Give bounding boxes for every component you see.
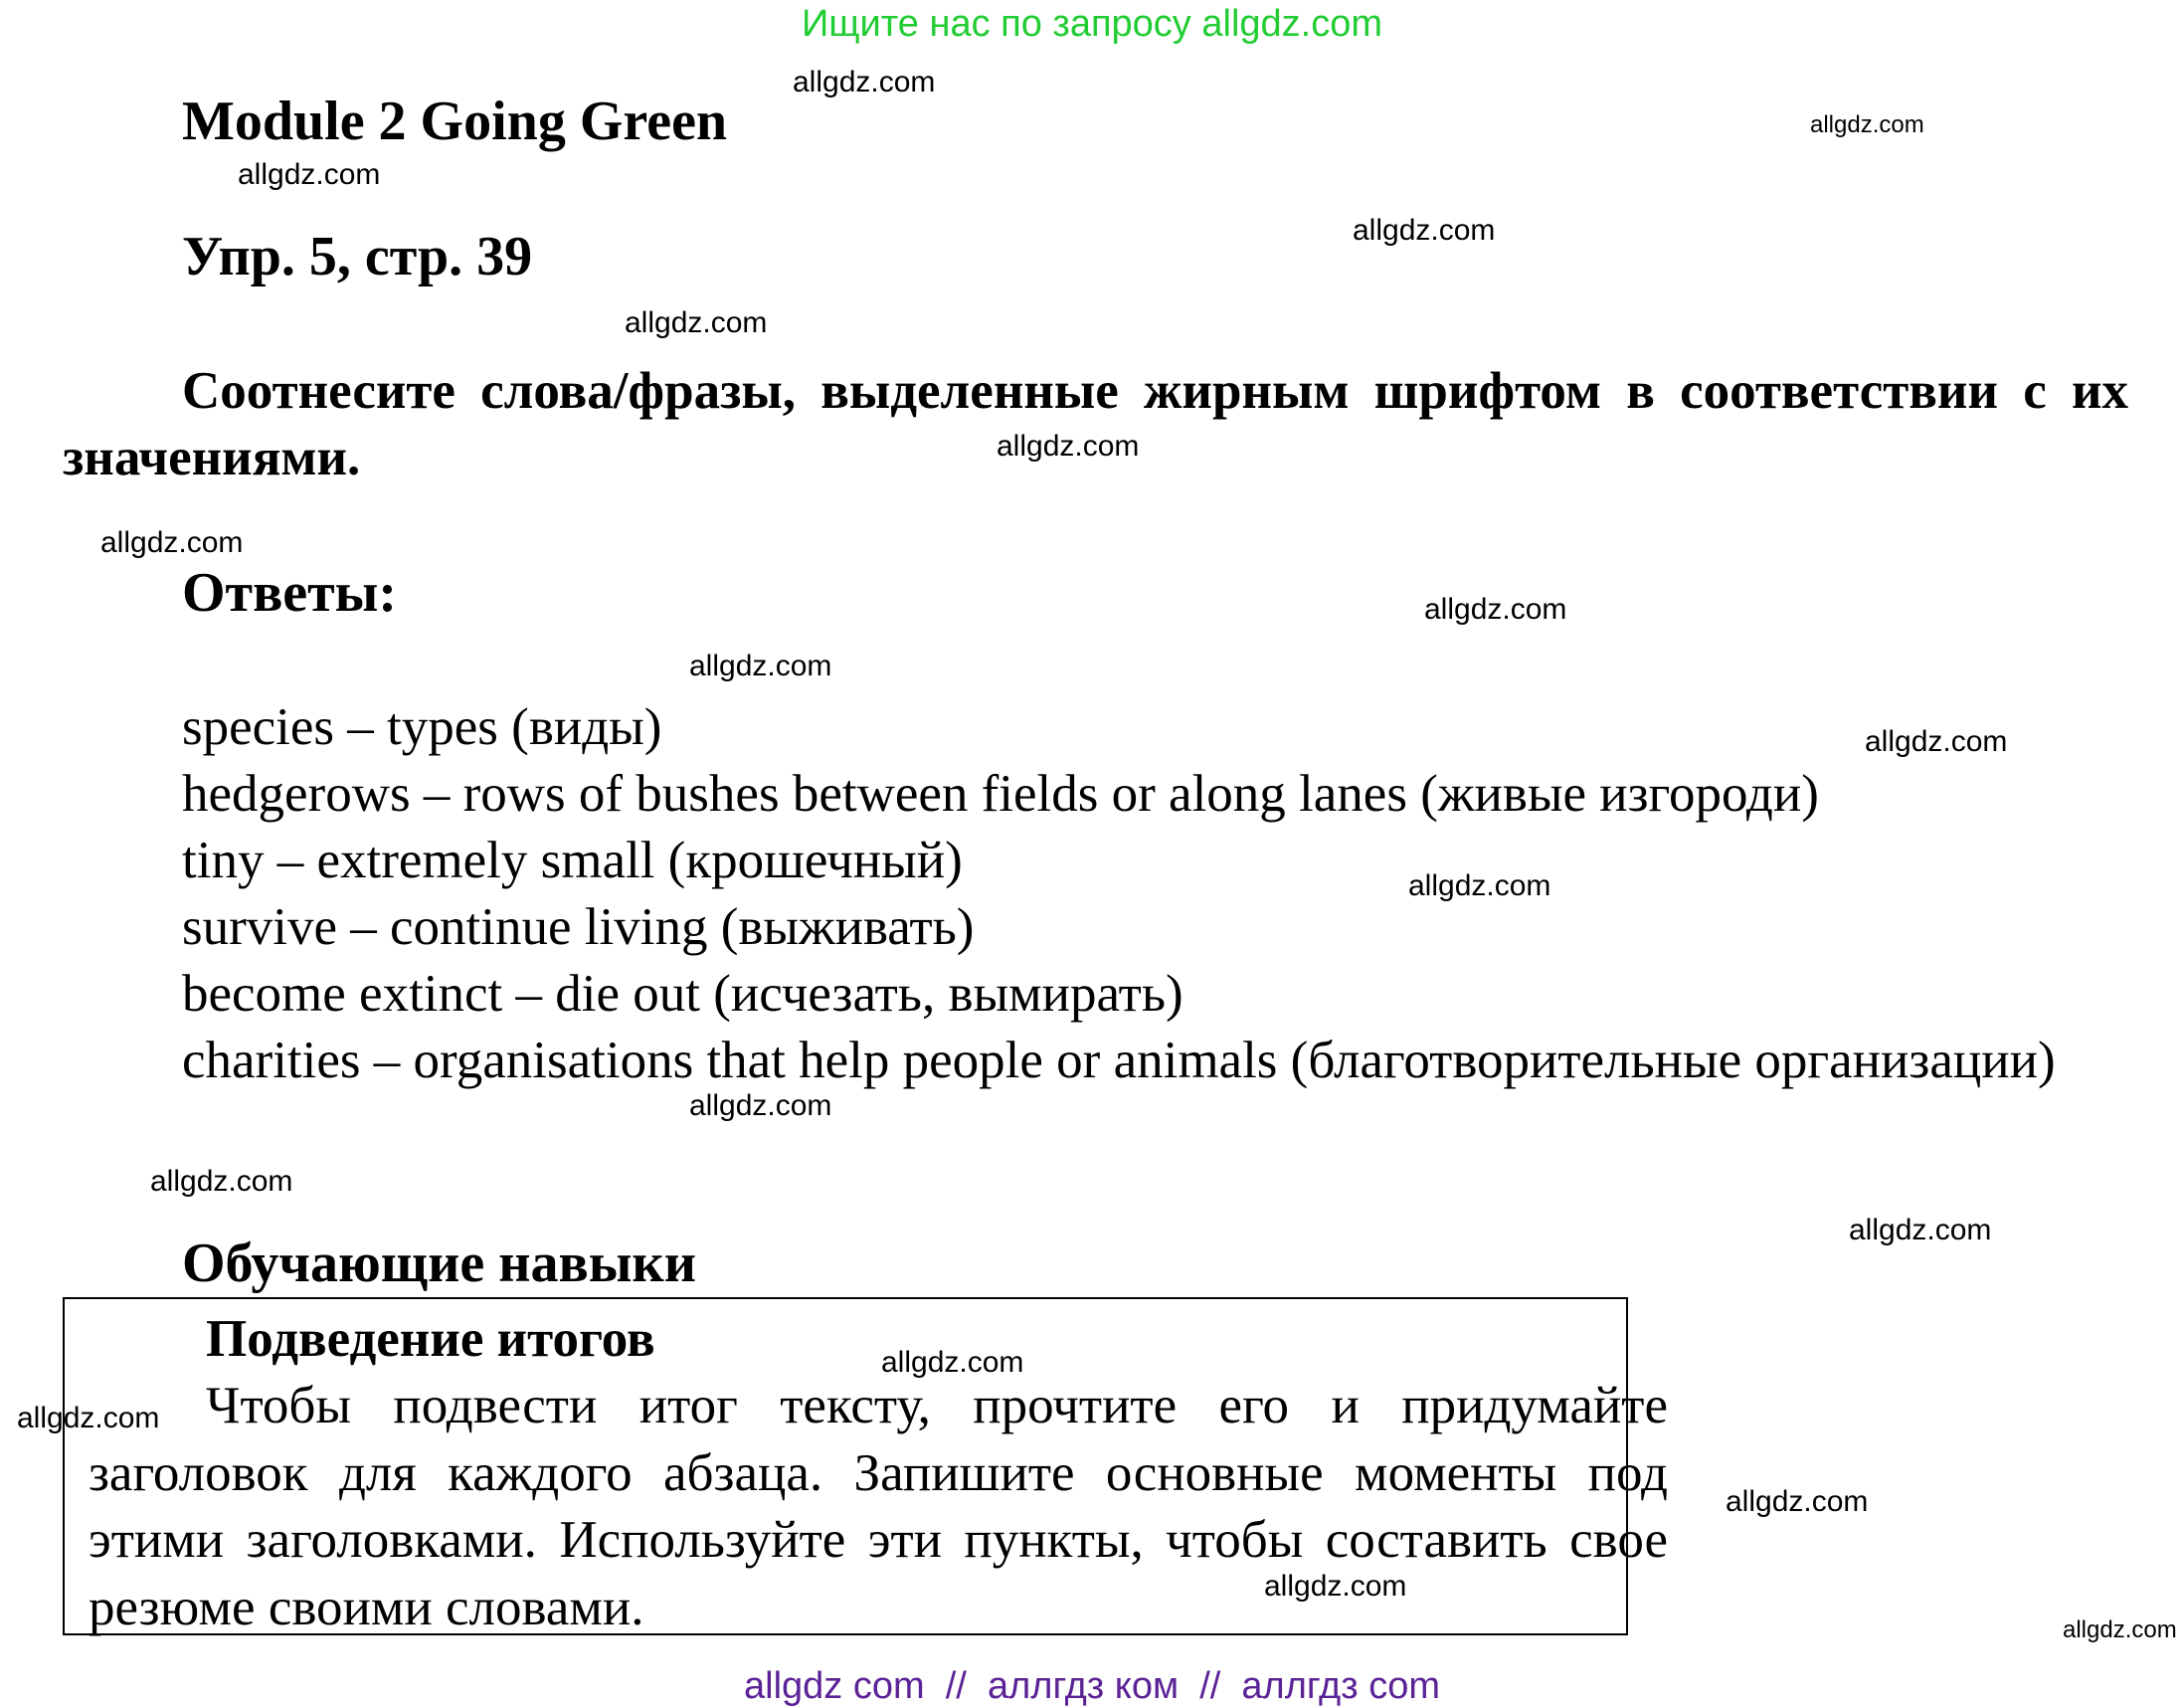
watermark: allgdz.com [2063,1616,2177,1643]
tip-box-heading: Подведение итогов [206,1310,655,1368]
watermark: allgdz.com [100,526,244,559]
watermark: allgdz.com [1810,111,1924,138]
watermark: allgdz.com [997,430,1140,463]
answers-list [63,694,2128,1028]
answers-heading: Ответы: [182,562,398,624]
tip-box-text: Чтобы подвести итог тексту, прочтите его и придумайте заголовок для каждого абзаца. Запишите основные моменты под этими заголовками. Используйте эти пункты, чтобы составить свое резюме своими словами. [89,1377,1668,1636]
watermark: allgdz.com [17,1402,160,1434]
module-title: Module 2 Going Green [182,91,728,152]
instruction-text: Соотнесите слова/фразы, выделенные жирным шрифтом в соответствии с их значениями. [63,362,2128,486]
watermark: allgdz.com [1726,1485,1869,1518]
watermark: allgdz.com [793,66,936,98]
watermark: allgdz.com [1353,214,1496,247]
watermark: allgdz.com [625,306,768,339]
watermark: allgdz.com [689,1089,832,1122]
watermark: allgdz.com [238,158,381,191]
watermark: allgdz.com [689,650,832,682]
watermark: allgdz.com [1424,593,1567,626]
answer-item: become extinct – die out (исчезать, вымирать) [182,965,1183,1023]
skills-heading: Обучающие навыки [182,1233,696,1294]
answer-item: tiny – extremely small (крошечный) [182,832,963,889]
exercise-title: Упр. 5, стр. 39 [182,226,533,287]
search-banner: Ищите нас по запросу allgdz.com [801,3,1382,45]
watermark: allgdz.com [1408,869,1551,902]
watermark: allgdz.com [881,1346,1024,1379]
bottom-banner: allgdz com // аллгдз ком // аллгдз com [744,1665,1440,1707]
answer-item: species – types (виды) [182,698,662,756]
watermark: allgdz.com [150,1165,293,1198]
answer-item: charities – organisations that help people or animals (благотворительные организации) [182,1032,2056,1089]
answer-item: survive – continue living (выживать) [182,898,975,956]
watermark: allgdz.com [1865,725,2008,758]
watermark: allgdz.com [1849,1214,1992,1246]
answer-item: hedgerows – rows of bushes between fields or along lanes (живые изгороди) [182,765,1819,823]
watermark: allgdz.com [1264,1570,1407,1603]
